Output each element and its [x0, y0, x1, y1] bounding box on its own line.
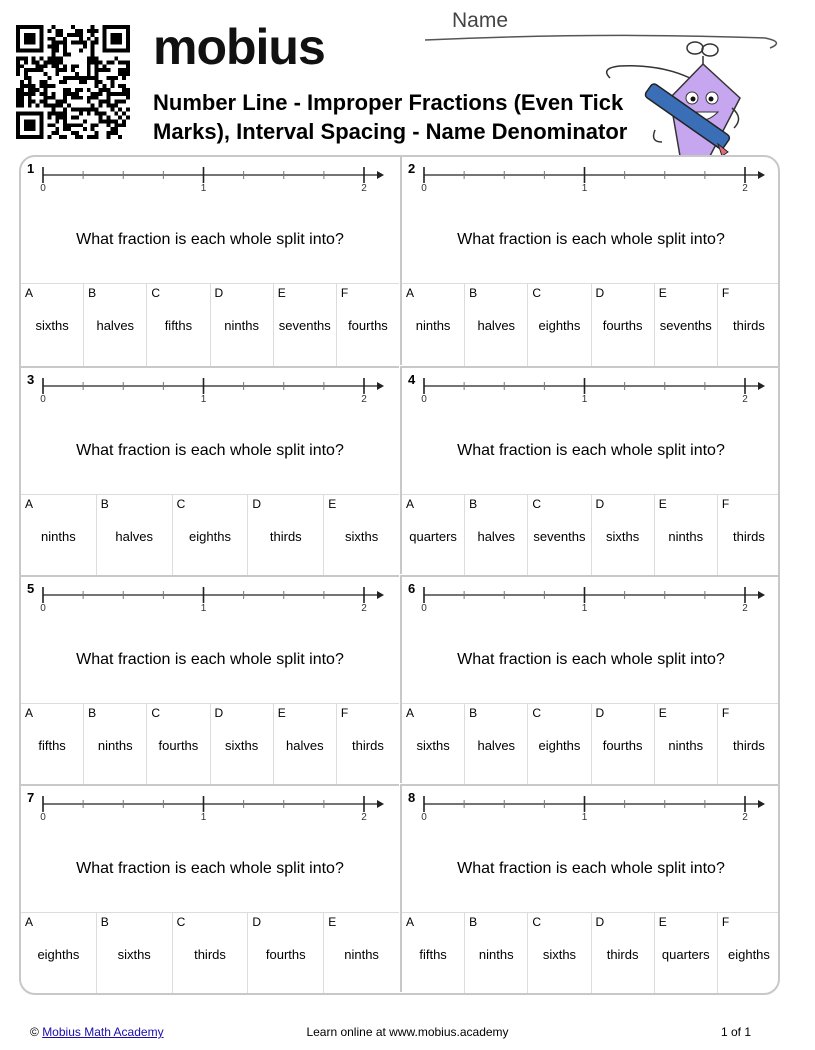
question-card	[400, 366, 778, 574]
option-letter: D	[252, 915, 262, 929]
answer-option[interactable]	[83, 284, 146, 366]
option-text: sixths	[224, 738, 259, 753]
answer-options	[21, 703, 399, 786]
option-text: ninths	[415, 318, 451, 333]
answer-option[interactable]	[210, 704, 273, 786]
option-text: fourths	[602, 318, 643, 333]
answer-options	[402, 494, 780, 577]
option-text: thirds	[733, 318, 765, 333]
answer-option[interactable]	[21, 704, 83, 786]
question-number: 4	[408, 372, 416, 387]
answer-options	[402, 703, 780, 786]
option-text: halves	[285, 738, 324, 753]
option-letter: B	[100, 497, 109, 511]
footer-link[interactable]: Mobius Math Academy	[42, 1025, 164, 1039]
question-card	[400, 157, 778, 365]
option-text: thirds	[733, 738, 765, 753]
option-letter: E	[277, 706, 286, 720]
option-letter: F	[340, 706, 349, 720]
option-text: thirds	[606, 947, 639, 962]
answer-option[interactable]	[21, 495, 96, 577]
option-letter: F	[721, 915, 730, 929]
option-letter: B	[100, 915, 109, 929]
option-letter: C	[176, 497, 186, 511]
answer-option[interactable]	[146, 284, 209, 366]
tick-label: 2	[361, 603, 367, 614]
option-letter: E	[658, 497, 667, 511]
option-text: eighths	[37, 947, 80, 962]
option-text: halves	[477, 529, 516, 544]
option-text: fourths	[348, 318, 388, 333]
option-text: eighths	[189, 529, 231, 544]
option-text: sevenths	[659, 318, 712, 333]
tick-label: 0	[421, 812, 427, 823]
tick-label: 1	[581, 394, 588, 405]
answer-options	[21, 283, 399, 366]
answer-option[interactable]	[464, 495, 527, 577]
tick-label: 2	[361, 183, 367, 194]
answer-option[interactable]	[591, 704, 654, 786]
tick-label: 2	[742, 394, 748, 405]
number-line-arrow	[377, 800, 384, 808]
option-text: fourths	[602, 738, 643, 753]
answer-option[interactable]	[273, 284, 336, 366]
question-number: 2	[408, 161, 416, 176]
option-text: halves	[477, 738, 516, 753]
tick-label: 2	[361, 812, 367, 823]
answer-options	[21, 494, 399, 577]
copyright-symbol: ©	[30, 1025, 39, 1039]
option-text: ninths	[668, 738, 704, 753]
number-line-arrow	[758, 171, 765, 179]
number-line	[21, 368, 399, 412]
tick-label: 2	[742, 812, 748, 823]
option-letter: B	[469, 915, 478, 929]
option-letter: B	[469, 497, 478, 511]
footer-copyright	[30, 1025, 164, 1039]
option-text: ninths	[97, 738, 133, 753]
answer-option[interactable]	[146, 704, 209, 786]
answer-option[interactable]	[172, 495, 248, 577]
answer-option[interactable]	[527, 284, 590, 366]
question-number: 5	[27, 581, 35, 596]
question-number: 8	[408, 790, 416, 805]
number-line	[402, 157, 780, 201]
option-text: sevenths	[278, 318, 331, 333]
number-line	[21, 577, 399, 621]
option-letter: E	[328, 497, 337, 511]
option-text: sixths	[542, 947, 577, 962]
option-letter: E	[277, 286, 286, 300]
answer-option[interactable]	[402, 704, 464, 786]
page-number: 1 of 1	[720, 1025, 751, 1039]
answer-option[interactable]	[247, 495, 323, 577]
option-text: quarters	[409, 529, 457, 544]
question-card	[21, 157, 399, 365]
answer-option[interactable]	[96, 913, 172, 995]
option-text: fourths	[265, 947, 306, 962]
answer-option[interactable]	[402, 913, 464, 995]
tick-label: 1	[581, 603, 588, 614]
option-letter: D	[595, 915, 605, 929]
question-number: 1	[27, 161, 35, 176]
tick-label: 1	[200, 394, 207, 405]
question-card	[400, 575, 778, 783]
answer-option[interactable]	[654, 284, 717, 366]
tick-label: 2	[361, 394, 367, 405]
question-number: 6	[408, 581, 416, 596]
question-grid	[19, 155, 780, 995]
answer-option[interactable]	[172, 913, 248, 995]
option-text: sixths	[605, 529, 640, 544]
answer-option[interactable]	[21, 284, 83, 366]
option-text: thirds	[194, 947, 226, 962]
tick-label: 0	[40, 394, 46, 405]
option-text: sevenths	[533, 529, 586, 544]
tick-label: 0	[40, 183, 46, 194]
option-letter: A	[25, 915, 34, 929]
number-line	[21, 157, 399, 201]
answer-option[interactable]	[336, 284, 399, 366]
option-letter: C	[532, 497, 542, 511]
answer-option[interactable]	[717, 913, 780, 995]
option-letter: D	[214, 706, 224, 720]
option-letter: D	[595, 497, 605, 511]
tick-label: 0	[421, 183, 427, 194]
option-letter: E	[658, 706, 667, 720]
answer-option[interactable]	[591, 284, 654, 366]
option-letter: E	[328, 915, 337, 929]
option-letter: A	[25, 706, 34, 720]
question-prompt: What fraction is each whole split into?	[457, 231, 725, 248]
option-text: sixths	[35, 318, 69, 333]
tick-label: 1	[200, 812, 207, 823]
tick-label: 1	[581, 812, 588, 823]
tick-label: 0	[40, 812, 46, 823]
answer-options	[402, 912, 780, 995]
answer-options	[402, 283, 780, 366]
answer-option[interactable]	[464, 913, 527, 995]
option-text: quarters	[661, 947, 710, 962]
mobius-logo	[153, 19, 325, 75]
answer-option[interactable]	[247, 913, 323, 995]
name-label: Name	[452, 9, 509, 32]
option-letter: A	[406, 915, 415, 929]
option-text: eighths	[727, 947, 770, 962]
footer-center-text: Learn online at www.mobius.academy	[306, 1025, 509, 1039]
question-prompt: What fraction is each whole split into?	[76, 231, 344, 248]
tick-label: 1	[581, 183, 588, 194]
answer-option[interactable]	[591, 913, 654, 995]
option-letter: C	[151, 286, 161, 300]
option-text: ninths	[344, 947, 379, 962]
answer-option[interactable]	[273, 704, 336, 786]
option-letter: D	[252, 497, 262, 511]
option-text: ninths	[41, 529, 76, 544]
qr-code-icon	[16, 25, 130, 139]
question-prompt: What fraction is each whole split into?	[457, 651, 725, 668]
answer-option[interactable]	[210, 284, 273, 366]
option-text: halves	[96, 318, 135, 333]
tick-label: 0	[40, 603, 46, 614]
option-letter: F	[721, 706, 730, 720]
number-line-arrow	[758, 591, 765, 599]
option-text: fourths	[158, 738, 199, 753]
option-text: halves	[477, 318, 516, 333]
answer-option[interactable]	[323, 913, 399, 995]
option-text: sixths	[416, 738, 450, 753]
answer-option[interactable]	[717, 495, 780, 577]
number-line-arrow	[758, 800, 765, 808]
tick-label: 0	[421, 603, 427, 614]
option-letter: D	[214, 286, 224, 300]
answer-option[interactable]	[464, 704, 527, 786]
answer-option[interactable]	[717, 284, 780, 366]
option-letter: B	[469, 706, 478, 720]
option-text: fifths	[164, 318, 193, 333]
answer-option[interactable]	[527, 495, 590, 577]
number-line	[402, 577, 780, 621]
answer-options	[21, 912, 399, 995]
option-letter: C	[532, 915, 542, 929]
option-text: fifths	[38, 738, 66, 753]
question-number: 3	[27, 372, 35, 387]
tick-label: 2	[742, 603, 748, 614]
option-letter: F	[721, 497, 730, 511]
option-text: thirds	[269, 529, 302, 544]
option-letter: D	[595, 286, 605, 300]
number-line-arrow	[377, 591, 384, 599]
answer-option[interactable]	[96, 495, 172, 577]
option-letter: A	[406, 286, 415, 300]
option-letter: B	[88, 286, 97, 300]
option-letter: B	[88, 706, 97, 720]
question-prompt: What fraction is each whole split into?	[76, 442, 344, 459]
answer-option[interactable]	[591, 495, 654, 577]
option-letter: E	[658, 915, 667, 929]
answer-option[interactable]	[336, 704, 399, 786]
option-letter: A	[406, 497, 415, 511]
answer-option[interactable]	[21, 913, 96, 995]
answer-option[interactable]	[527, 704, 590, 786]
answer-option[interactable]	[323, 495, 399, 577]
option-text: halves	[115, 529, 153, 544]
option-letter: F	[721, 286, 730, 300]
option-letter: C	[151, 706, 161, 720]
option-letter: C	[176, 915, 186, 929]
option-text: eighths	[538, 318, 581, 333]
option-letter: C	[532, 706, 542, 720]
option-letter: D	[595, 706, 605, 720]
mascot-pencil-icon	[600, 38, 760, 160]
number-line	[402, 786, 780, 830]
answer-option[interactable]	[654, 495, 717, 577]
option-letter: A	[406, 706, 415, 720]
answer-option[interactable]	[717, 704, 780, 786]
option-text: thirds	[733, 529, 765, 544]
tick-label: 2	[742, 183, 748, 194]
question-card	[21, 784, 399, 992]
question-prompt: What fraction is each whole split into?	[76, 860, 344, 877]
question-prompt: What fraction is each whole split into?	[76, 651, 344, 668]
question-number: 7	[27, 790, 35, 805]
logo-text: mobius	[153, 19, 325, 75]
answer-option[interactable]	[654, 913, 717, 995]
number-line	[402, 368, 780, 412]
number-line-arrow	[377, 171, 384, 179]
answer-option[interactable]	[464, 284, 527, 366]
option-text: ninths	[224, 318, 259, 333]
number-line	[21, 786, 399, 830]
number-line-arrow	[377, 382, 384, 390]
option-text: sixths	[117, 947, 151, 962]
option-text: eighths	[538, 738, 581, 753]
answer-option[interactable]	[654, 704, 717, 786]
option-letter: E	[658, 286, 667, 300]
question-prompt: What fraction is each whole split into?	[457, 860, 725, 877]
option-text: sixths	[344, 529, 379, 544]
option-letter: A	[25, 286, 34, 300]
answer-option[interactable]	[527, 913, 590, 995]
page-title: Number Line - Improper Fractions (Even Tick Marks), Interval Spacing - Name Denominator	[153, 90, 628, 144]
question-card	[21, 575, 399, 783]
option-text: thirds	[352, 738, 384, 753]
question-card	[400, 784, 778, 992]
answer-option[interactable]	[402, 284, 464, 366]
option-text: ninths	[668, 529, 704, 544]
option-text: fifths	[419, 947, 447, 962]
question-card	[21, 366, 399, 574]
number-line-arrow	[758, 382, 765, 390]
tick-label: 1	[200, 603, 207, 614]
answer-option[interactable]	[83, 704, 146, 786]
option-letter: A	[25, 497, 34, 511]
tick-label: 0	[421, 394, 427, 405]
option-text: ninths	[478, 947, 514, 962]
option-letter: C	[532, 286, 542, 300]
option-letter: B	[469, 286, 478, 300]
question-prompt: What fraction is each whole split into?	[457, 442, 725, 459]
answer-option[interactable]	[402, 495, 464, 577]
tick-label: 1	[200, 183, 207, 194]
option-letter: F	[340, 286, 349, 300]
